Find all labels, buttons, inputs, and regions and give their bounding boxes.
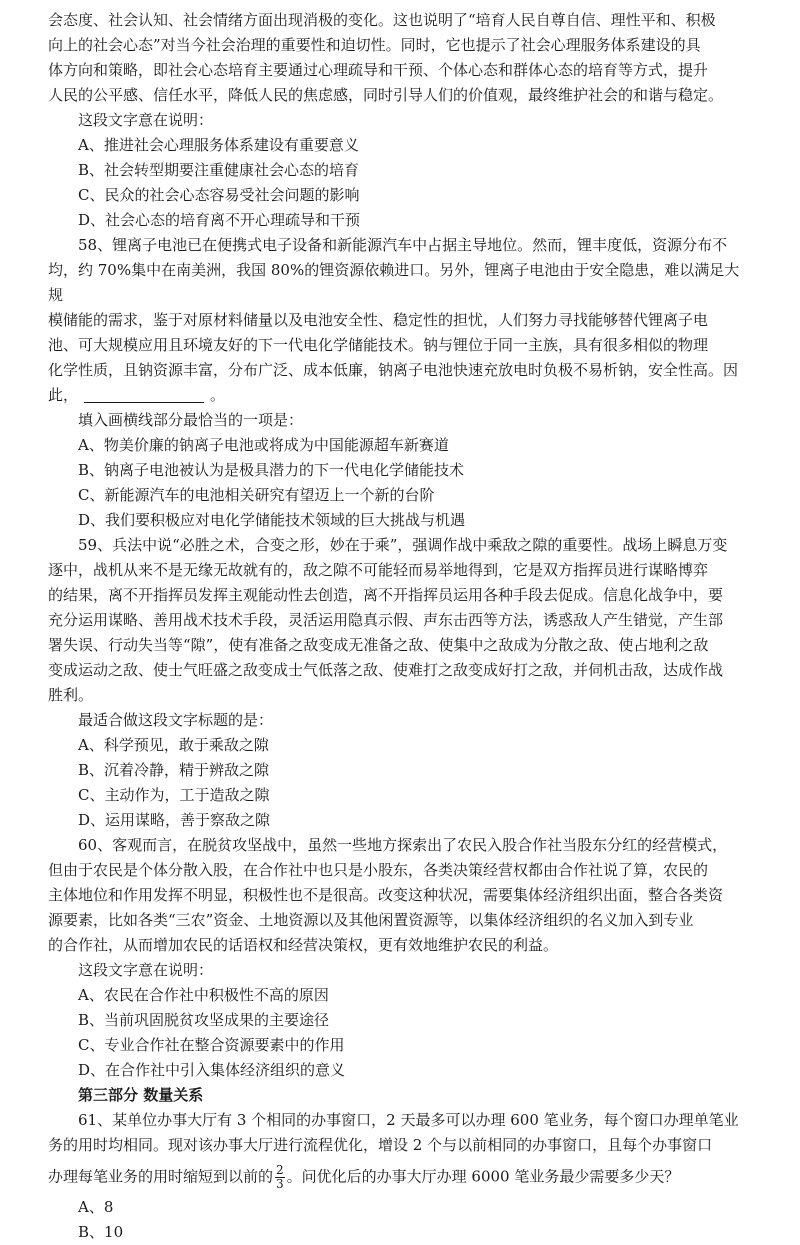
passage-line: 的结果，离不开指挥员发挥主观能动性去创造，离不开指挥员运用各种手段去促成。信息化战争中，要 [48,586,724,604]
passage-line-fraction [48,1164,752,1191]
passage-line: 池、可大规模应用且环境友好的下一代电化学储能技术。钠与锂位于同一主族，具有很多相似的物理 [48,336,709,354]
q60-passage [48,833,752,958]
passage-line: 均，约 70%集中在南美洲，我国 80%的锂资源依赖进口。另外，锂离子电池由于安全隐患，难以满足大规 [48,261,740,304]
q57-option-c[interactable]: C、民众的社会心态容易受社会问题的影响 [78,186,360,204]
q59-passage [48,533,752,708]
q59-option-c[interactable]: C、主动作为，工于造敌之隙 [78,786,270,804]
blank-suffix: 。 [210,386,226,404]
passage-line: 模储能的需求，鉴于对原材料储量以及电池安全性、稳定性的担忧，人们努力寻找能够替代锂离子电 [48,311,709,329]
passage-line-blank [48,383,752,408]
q60-option-a[interactable]: A、农民在合作社中积极性不高的原因 [78,986,329,1004]
passage-line: 变成运动之敌、使士气旺盛之敌变成士气低落之敌、使难打之敌变成好打之敌，并伺机击敌，达成作战 [48,661,724,679]
passage-line: 人民的公平感、信任水平，降低人民的焦虑感，同时引导人们的价值观，最终维护社会的和谐与稳定。 [48,86,724,104]
passage-line: 会态度、社会认知、社会情绪方面出现消极的变化。这也说明了“培育人民自尊自信、理性平和、积极 [48,11,716,29]
q58-option-d[interactable]: D、我们要积极应对电化学储能技术领域的巨大挑战与机遇 [78,511,466,529]
q61-passage [48,1108,752,1191]
passage-line: 逐中，战机从来不是无缘无故就有的，敌之隙不可能轻而易举地得到，它是双方指挥员进行谋略博弈 [48,561,709,579]
passage-line: 59、兵法中说“必胜之术，合变之形，妙在于乘”，强调作战中乘敌之隙的重要性。战场上瞬息万变 [78,536,728,554]
fraction-prefix: 办理每笔业务的用时缩短到以前的 [48,1167,274,1186]
q58-option-b[interactable]: B、钠离子电池被认为是极具潜力的下一代电化学储能技术 [78,461,465,479]
q60-prompt: 这段文字意在说明： [78,961,214,979]
passage-line: 化学性质，且钠资源丰富，分布广泛、成本低廉，钠离子电池快速充放电时负极不易析钠，安全性高。因 [48,361,739,379]
q59-prompt: 最适合做这段文字标题的是： [78,711,274,729]
q60-option-b[interactable]: B、当前巩固脱贫攻坚成果的主要途径 [78,1011,330,1029]
fill-in-blank [84,386,204,403]
passage-line: 署失误、行动失当等“隙”，使有准备之敌变成无准备之敌、使集中之敌成为分散之敌、使占地利之敌 [48,636,709,654]
passage-line: 胜利。 [48,686,94,704]
passage-line: 但由于农民是个体分散入股，在合作社中也只是小股东，各类决策经营权都由合作社说了算，农民的 [48,861,709,879]
passage-line: 主体地位和作用发挥不明显，积极性也不是很高。改变这种状况，需要集体经济组织出面，整合各类资 [48,886,724,904]
fraction-suffix: 。问优化后的办事大厅办理 6000 笔业务最少需要多少天？ [286,1167,680,1186]
q58-passage [48,233,752,408]
q58-prompt: 填入画横线部分最恰当的一项是： [78,411,304,429]
fraction-denominator: 3 [276,1177,284,1191]
q61-option-b[interactable]: B、10 [78,1223,124,1241]
passage-line: 体方向和策略，即社会心态培育主要通过心理疏导和干预、个体心态和群体心态的培育等方式，提升 [48,61,709,79]
q57-option-b[interactable]: B、社会转型期要注重健康社会心态的培育 [78,161,360,179]
passage-line: 60、客观而言，在脱贫攻坚战中，虽然一些地方探索出了农民入股合作社当股东分红的经营模式， [78,836,728,854]
passage-line: 58、锂离子电池已在便携式电子设备和新能源汽车中占据主导地位。然而，锂丰度低，资源分布不 [78,236,728,254]
passage-line: 的合作社，从而增加农民的话语权和经营决策权，更有效地维护农民的利益。 [48,936,559,954]
q57-prompt: 这段文字意在说明： [78,111,214,129]
passage-line: 向上的社会心态”对当今社会治理的重要性和迫切性。同时，它也提示了社会心理服务体系建设的具 [48,36,701,54]
q60-option-c[interactable]: C、专业合作社在整合资源要素中的作用 [78,1036,345,1054]
q58-option-c[interactable]: C、新能源汽车的电池相关研究有望迈上一个新的台阶 [78,486,435,504]
q59-option-d[interactable]: D、运用谋略，善于察敌之隙 [78,811,271,829]
q58-option-a[interactable]: A、物美价廉的钠离子电池或将成为中国能源超车新赛道 [78,436,449,454]
passage-line: 充分运用谋略、善用战术技术手段，灵活运用隐真示假、声东击西等方法，诱惑敌人产生错觉，产生部 [48,611,724,629]
q59-option-a[interactable]: A、科学预见，敢于乘敌之隙 [78,736,269,754]
q57-passage [48,8,752,108]
section-heading: 第三部分 数量关系 [78,1086,204,1104]
fraction [275,1164,285,1191]
q57-option-a[interactable]: A、推进社会心理服务体系建设有重要意义 [78,136,359,154]
q59-option-b[interactable]: B、沉着冷静，精于辨敌之隙 [78,761,270,779]
q57-option-d[interactable]: D、社会心态的培育离不开心理疏导和干预 [78,211,361,229]
passage-line: 61、某单位办事大厅有 3 个相同的办事窗口，2 天最多可以办理 600 笔业务，每个窗口办理单笔业 [78,1111,739,1129]
q60-option-d[interactable]: D、在合作社中引入集体经济组织的意义 [78,1061,346,1079]
fraction-numerator: 2 [276,1163,284,1177]
passage-line: 源要素，比如各类“三农”资金、土地资源以及其他闲置资源等，以集体经济组织的名义加入到专业 [48,911,694,929]
q61-option-a[interactable]: A、8 [78,1198,114,1216]
passage-line: 务的用时均相同。现对该办事大厅进行流程优化，增设 2 个与以前相同的办事窗口，且每个办事窗口 [48,1136,713,1154]
blank-prefix: 此， [48,386,79,404]
